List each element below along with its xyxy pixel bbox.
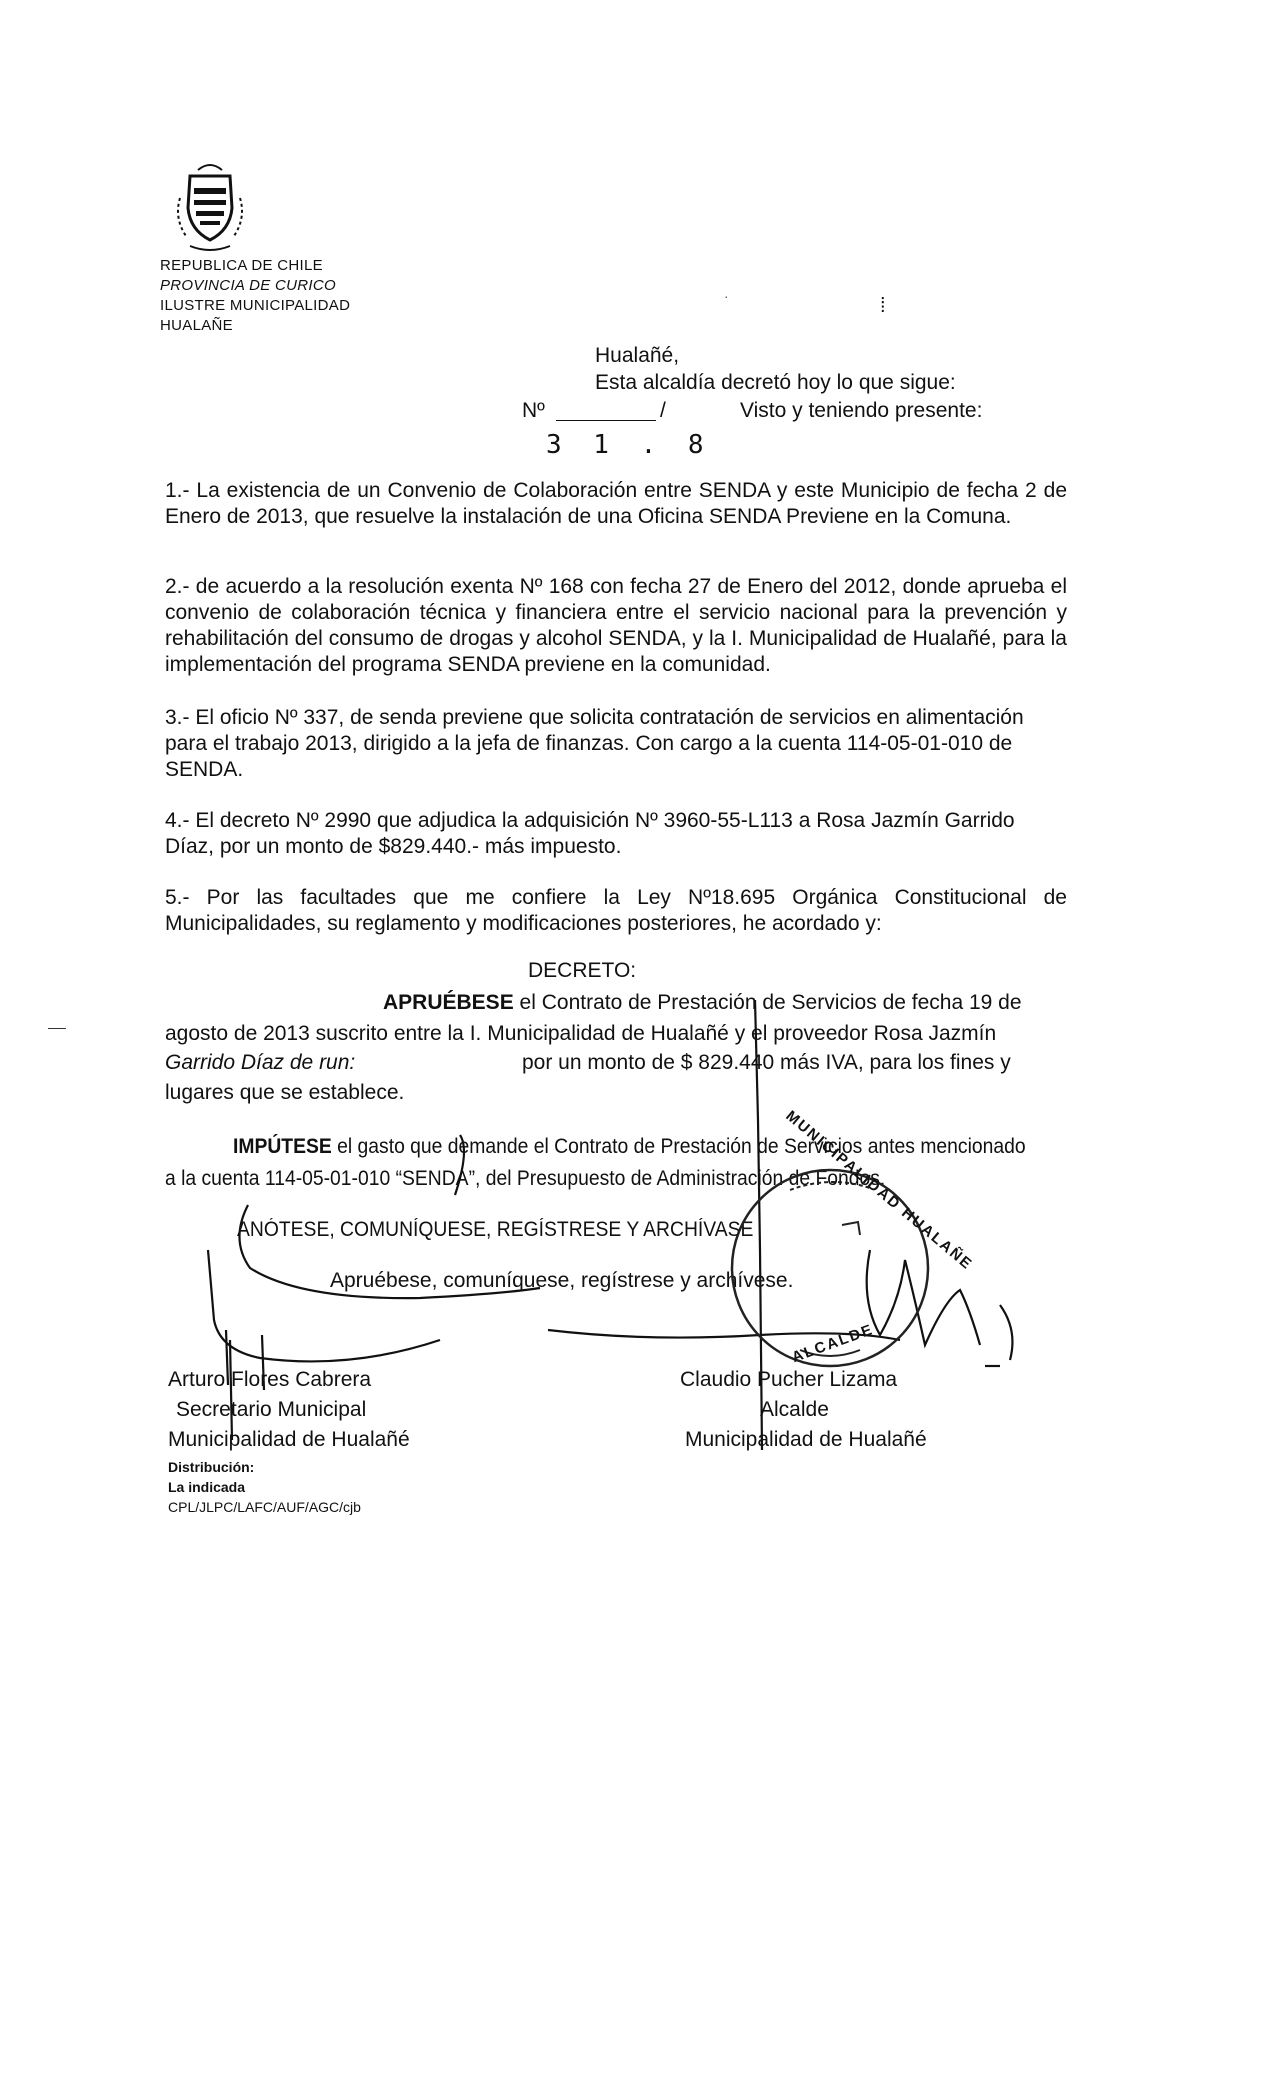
decreed-line: Esta alcaldía decretó hoy lo que sigue: (595, 371, 956, 394)
apruebese-word: APRUÉBESE (383, 991, 514, 1014)
apruebese-line-4: lugares que se establece. (165, 1081, 405, 1104)
apruebese-line-1-text: el Contrato de Prestación de Servicios de fecha 19 de (519, 991, 1022, 1014)
item-1: 1.- La existencia de un Convenio de Colaboración entre SENDA y este Municipio de fecha 2 de Enero de 2013, que resuelve la instalación de una Oficina SENDA Previene en la Comuna. (165, 479, 1067, 528)
left-signatory-name: Arturo Flores Cabrera (168, 1368, 372, 1391)
distribution-block (168, 1457, 361, 1517)
distribution-label: Distribución: (168, 1459, 255, 1475)
apruebese-line-2: agosto de 2013 suscrito entre la I. Municipalidad de Hualañé y el proveedor Rosa Jazmín (165, 1022, 997, 1045)
apruebese-closing-line: Apruébese, comuníquese, regístrese y archívese. (330, 1269, 794, 1292)
header-town: HUALAÑE (160, 317, 233, 334)
apruebese-line-3-left: Garrido Díaz de run: (165, 1051, 356, 1074)
decreto-heading: DECRETO: (528, 959, 637, 982)
item-2: 2.- de acuerdo a la resolución exenta Nº 168 con fecha 27 de Enero del 2012, donde aprueba el convenio de colaboración técnica y financiera entre el servicio nacional para la prevención y rehabilitación del consumo de drogas y alcohol SENDA, y la I. Municipalidad de Hualañé, para la implementación del programa SENDA previene en la comunidad. (165, 575, 1067, 676)
distribution-line-1: La indicada (168, 1479, 246, 1495)
imputese-line-2-text: a la cuenta 114-05-01-010 “SENDA”, del Presupuesto de Administración de Fondos. (165, 1167, 886, 1190)
scan-mark-2: ⁞ (880, 295, 886, 317)
distribution-line-2: CPL/JLPC/LAFC/AUF/AGC/cjb (168, 1499, 361, 1515)
scan-mark: · (724, 288, 729, 304)
right-signatory-name: Claudio Pucher Lizama (680, 1368, 898, 1391)
decree-number-label: Nº (522, 399, 545, 422)
right-signatory-org: Municipalidad de Hualañé (685, 1428, 927, 1451)
stamped-decree-number: 3 1 . 8 (546, 430, 712, 460)
visto-line: Visto y teniendo presente: (740, 399, 983, 422)
stamp-text-top: MUNICIPALIDAD HUALAÑE (782, 1107, 976, 1274)
place-line: Hualañé, (595, 344, 680, 367)
header-country: REPUBLICA DE CHILE (160, 257, 323, 274)
item-4: 4.- El decreto Nº 2990 que adjudica la adquisición Nº 3960-55-L113 a Rosa Jazmín Garrido Díaz, por un monto de $829.440.- más impuesto. (165, 809, 1015, 858)
item-3: 3.- El oficio Nº 337, de senda previene que solicita contratación de servicios en alimentación para el trabajo 2013, dirigido a la jefa de finanzas. Con cargo a la cuenta 114-05-01-010 de SENDA. (165, 706, 1024, 781)
apruebese-line-3-right: por un monto de $ 829.440 más IVA, para los fines y (522, 1051, 1011, 1074)
imputese-word: IMPÚTESE (233, 1135, 332, 1158)
right-signatory-role: Alcalde (760, 1398, 829, 1421)
header-municipality: ILUSTRE MUNICIPALIDAD (160, 297, 351, 314)
anotese-text: ANÓTESE, COMUNÍQUESE, REGÍSTRESE Y ARCHÍVASE (237, 1218, 754, 1241)
header-province: PROVINCIA DE CURICO (160, 277, 336, 294)
stamp-text-bottom: ALCALDE (789, 1320, 876, 1367)
item-5: 5.- Por las facultades que me confiere la Ley Nº18.695 Orgánica Constitucional de Municipalidades, su reglamento y modificaciones posteriores, he acordado y: (165, 886, 1067, 935)
imputese-line-1-text: el gasto que demande el Contrato de Prestación de Servicios antes mencionado (337, 1135, 1026, 1158)
left-signatory-role: Secretario Municipal (176, 1398, 367, 1421)
left-signatory-org: Municipalidad de Hualañé (168, 1428, 410, 1451)
decree-number-slash: / (660, 399, 666, 422)
